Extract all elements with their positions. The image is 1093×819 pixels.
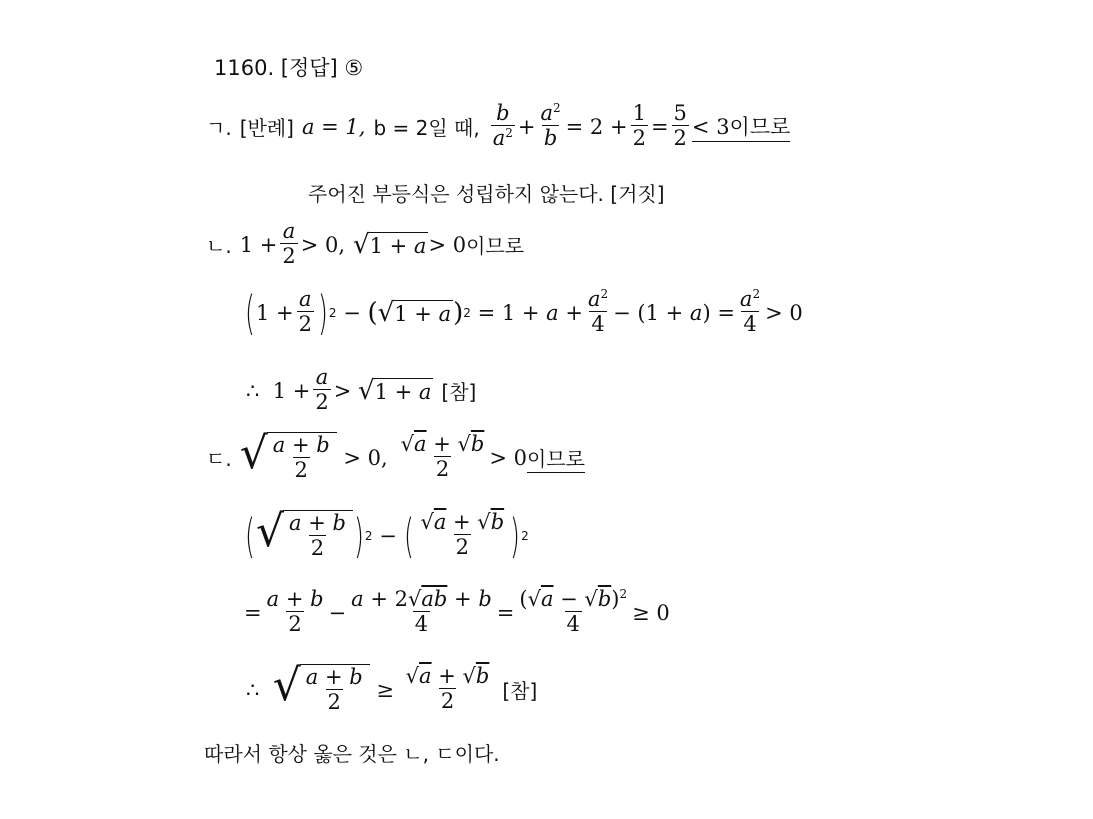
n-result: ∴ 1 + $\frac{a}{2}$ > √ 1 + a [참] — [246, 365, 477, 415]
d-calculation-2: = $\frac{a + b}{2}$ − $\frac{a + 2√ab + b}{4}$ = $\frac{(√a - √b)^2}{4}$ ≥ 0 — [244, 587, 670, 637]
fraction-five-half: $\frac{5}{2}$ — [673, 101, 687, 151]
item-g — [206, 102, 790, 151]
fraction-a2-over-b: $\frac{a^2}{b}$ — [540, 101, 561, 151]
marker-g: ㄱ. — [206, 116, 232, 141]
condition-a: a = 1, — [301, 114, 366, 139]
less-than-three: < 3이므로 — [692, 111, 791, 142]
problem-title — [214, 52, 363, 82]
fraction-one-half: $\frac{1}{2}$ — [632, 101, 646, 151]
sqrt-1-plus-a: √ 1 + a — [353, 229, 427, 260]
fraction-b-over-a2: $\frac{b}{a^2}$ — [492, 101, 513, 151]
final-answer-text: 따라서 항상 옳은 것은 ㄴ, ㄷ이다. — [204, 742, 500, 766]
condition-b: b = 2일 때, — [373, 116, 480, 141]
equals-sign: = — [650, 114, 669, 139]
d-result: ∴ √ $\frac{a + b}{2}$ ≥ $\frac{√a + √b}{2}$ [참] — [246, 660, 538, 715]
marker-n: ㄴ. — [206, 234, 232, 259]
final-answer — [204, 738, 500, 767]
item-n: ㄴ. 1 + $\frac{a}{2}$ > 0, √ 1 + a > 0 이므로 — [206, 219, 525, 269]
title-text: 1160. [정답] ⑤ — [214, 56, 364, 80]
plus-sign: + — [517, 114, 536, 139]
fraction-a-over-2: $\frac{a}{2}$ — [282, 219, 296, 269]
g-conclusion — [308, 178, 665, 207]
counterexample-label: [반례] — [239, 116, 294, 141]
n-calculation: ( 1 + $\frac{a}{2}$ ) 2 − ( √ 1 + a ) 2 = 1 + a + $\frac{a^2}{4}$ − (1 + a) = $\frac{a^2}{4}$ > 0 — [245, 285, 803, 340]
equals-two-plus: = 2 + — [565, 114, 628, 139]
g-conclusion-text: 주어진 부등식은 성립하지 않는다. [거짓] — [308, 182, 665, 206]
d-calculation-1: ( √ $\frac{a + b}{2}$ ) 2 − ( $\frac{√a + √b}{2}$ ) 2 — [245, 506, 529, 563]
item-d: ㄷ. √ $\frac{a + b}{2}$ > 0, $\frac{√a + √b}{2}$ > 0 이므로 — [206, 428, 585, 483]
marker-d: ㄷ. — [206, 447, 232, 472]
